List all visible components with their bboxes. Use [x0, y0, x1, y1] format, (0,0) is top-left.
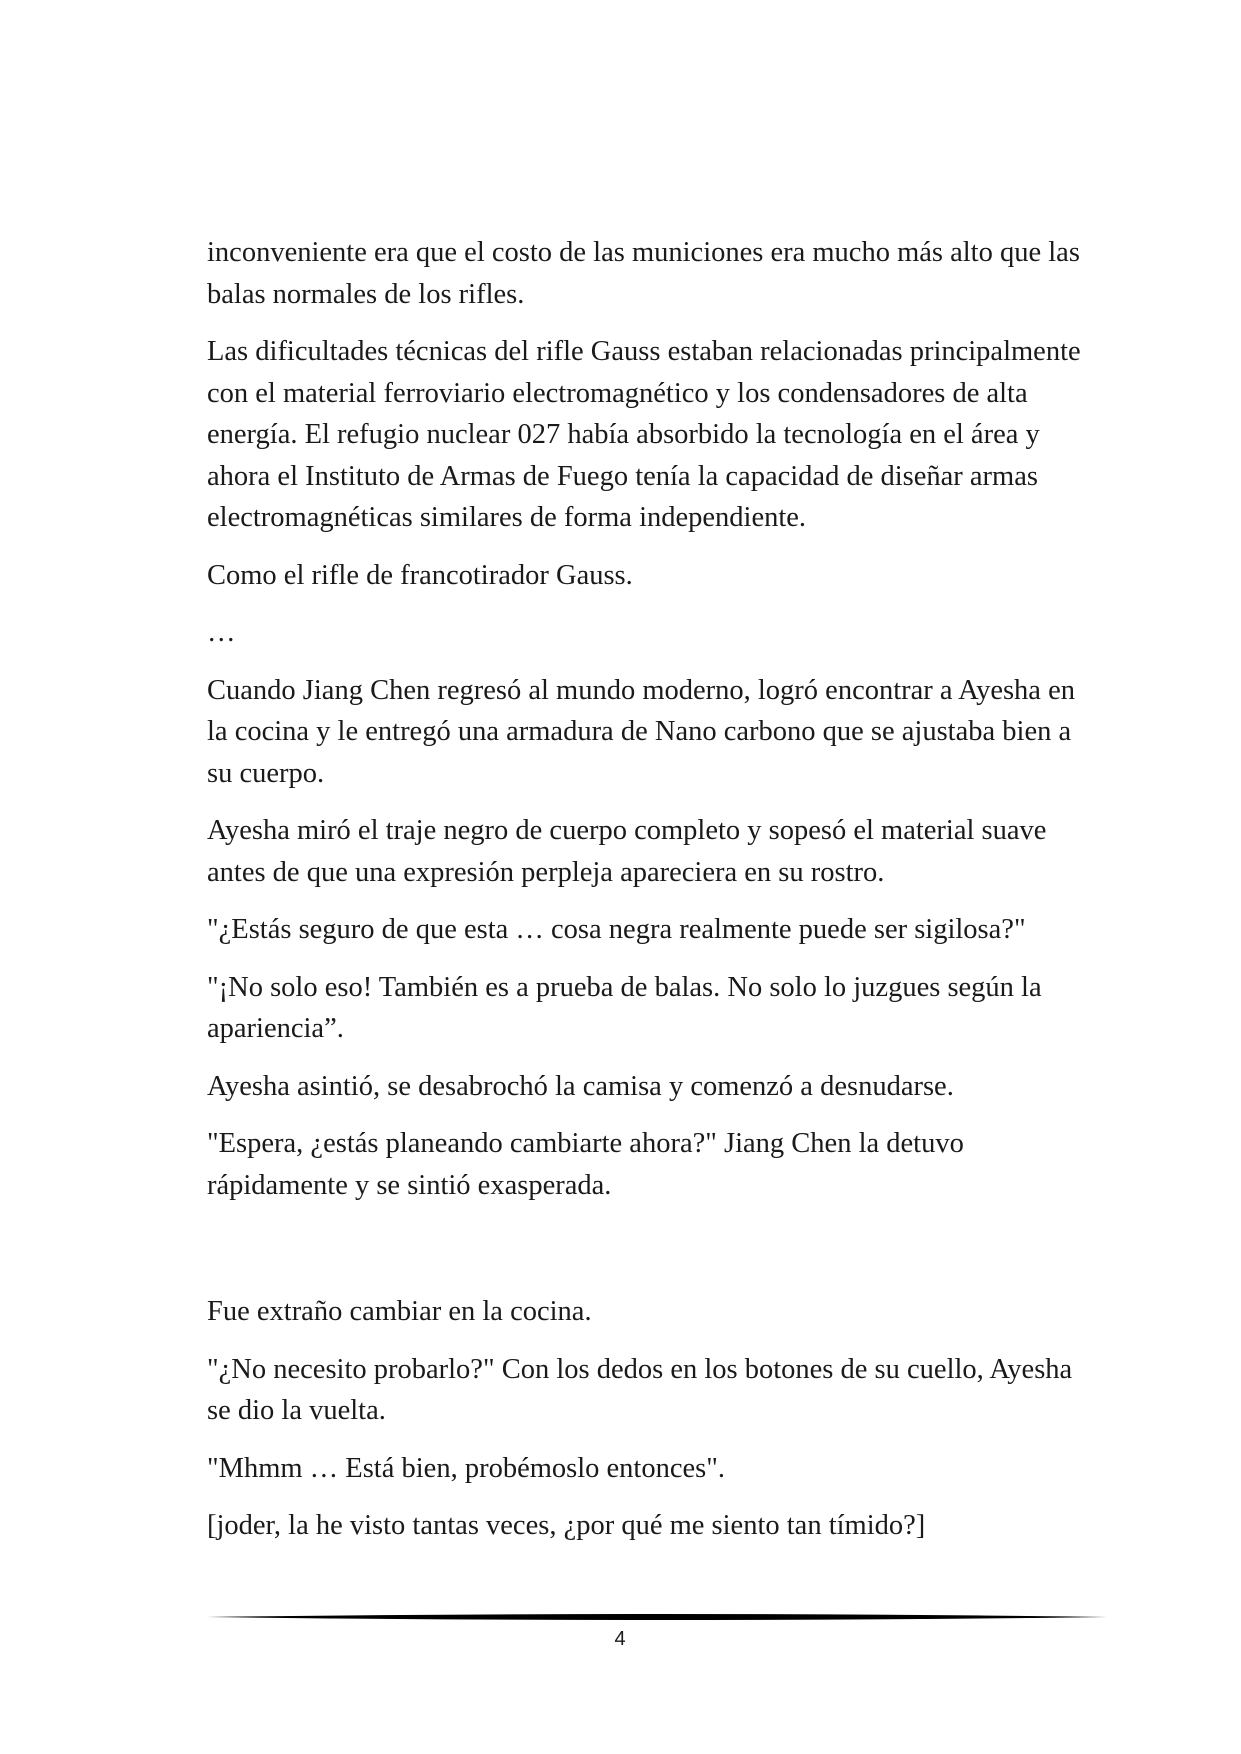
ellipsis-separator: …: [207, 617, 236, 648]
paragraph-6: "¿Estás seguro de que esta … cosa negra realmente puede ser sigilosa?": [207, 914, 1026, 945]
page-number: 4: [614, 1628, 626, 1650]
paragraph-4: Cuando Jiang Chen regresó al mundo moderno, logró encontrar a Ayesha en la cocina y le entregó una armadura de Nano carbono que se ajustaba bien a su cuerpo.: [207, 674, 1075, 789]
paragraph-1: inconveniente era que el costo de las municiones era mucho más alto que las balas normales de los rifles.: [207, 237, 1080, 310]
body-text: [207, 232, 1087, 1563]
paragraph-11: "¿No necesito probarlo?" Con los dedos en los botones de su cuello, Ayesha se dio la vuelta.: [207, 1353, 1073, 1426]
paragraph-8: Ayesha asintió, se desabrochó la camisa y comenzó a desnudarse.: [207, 1070, 954, 1102]
paragraph-13: [joder, la he visto tantas veces, ¿por qué me siento tan tímido?]: [207, 1510, 926, 1541]
paragraph-10: Fue extraño cambiar en la cocina.: [207, 1296, 592, 1327]
paragraph-12: "Mhmm … Está bien, probémoslo entonces".: [207, 1452, 725, 1484]
paragraph-5: Ayesha miró el traje negro de cuerpo completo y sopesó el material suave antes de que una expresión perpleja apareciera en su rostro.: [207, 815, 1047, 888]
paragraph-3: Como el rifle de francotirador Gauss.: [207, 559, 633, 591]
footer-divider: [207, 1612, 1107, 1622]
paragraph-9: "Espera, ¿estás planeando cambiarte ahora?" Jiang Chen la detuvo rápidamente y se sintió exasperada.: [207, 1128, 964, 1201]
paragraph-2: Las dificultades técnicas del rifle Gauss estaban relacionadas principalmente con el material ferroviario electromagnético y los condensadores de alta energía. El refugio nuclear 027 había absorbido la tecnología en el área y ahora el Instituto de Armas de Fuego tenía la capacidad de diseñar armas electromagnéticas similares de forma independiente.: [207, 336, 1081, 533]
paragraph-7: "¡No solo eso! También es a prueba de balas. No solo lo juzgues según la apariencia”.: [207, 971, 1042, 1044]
